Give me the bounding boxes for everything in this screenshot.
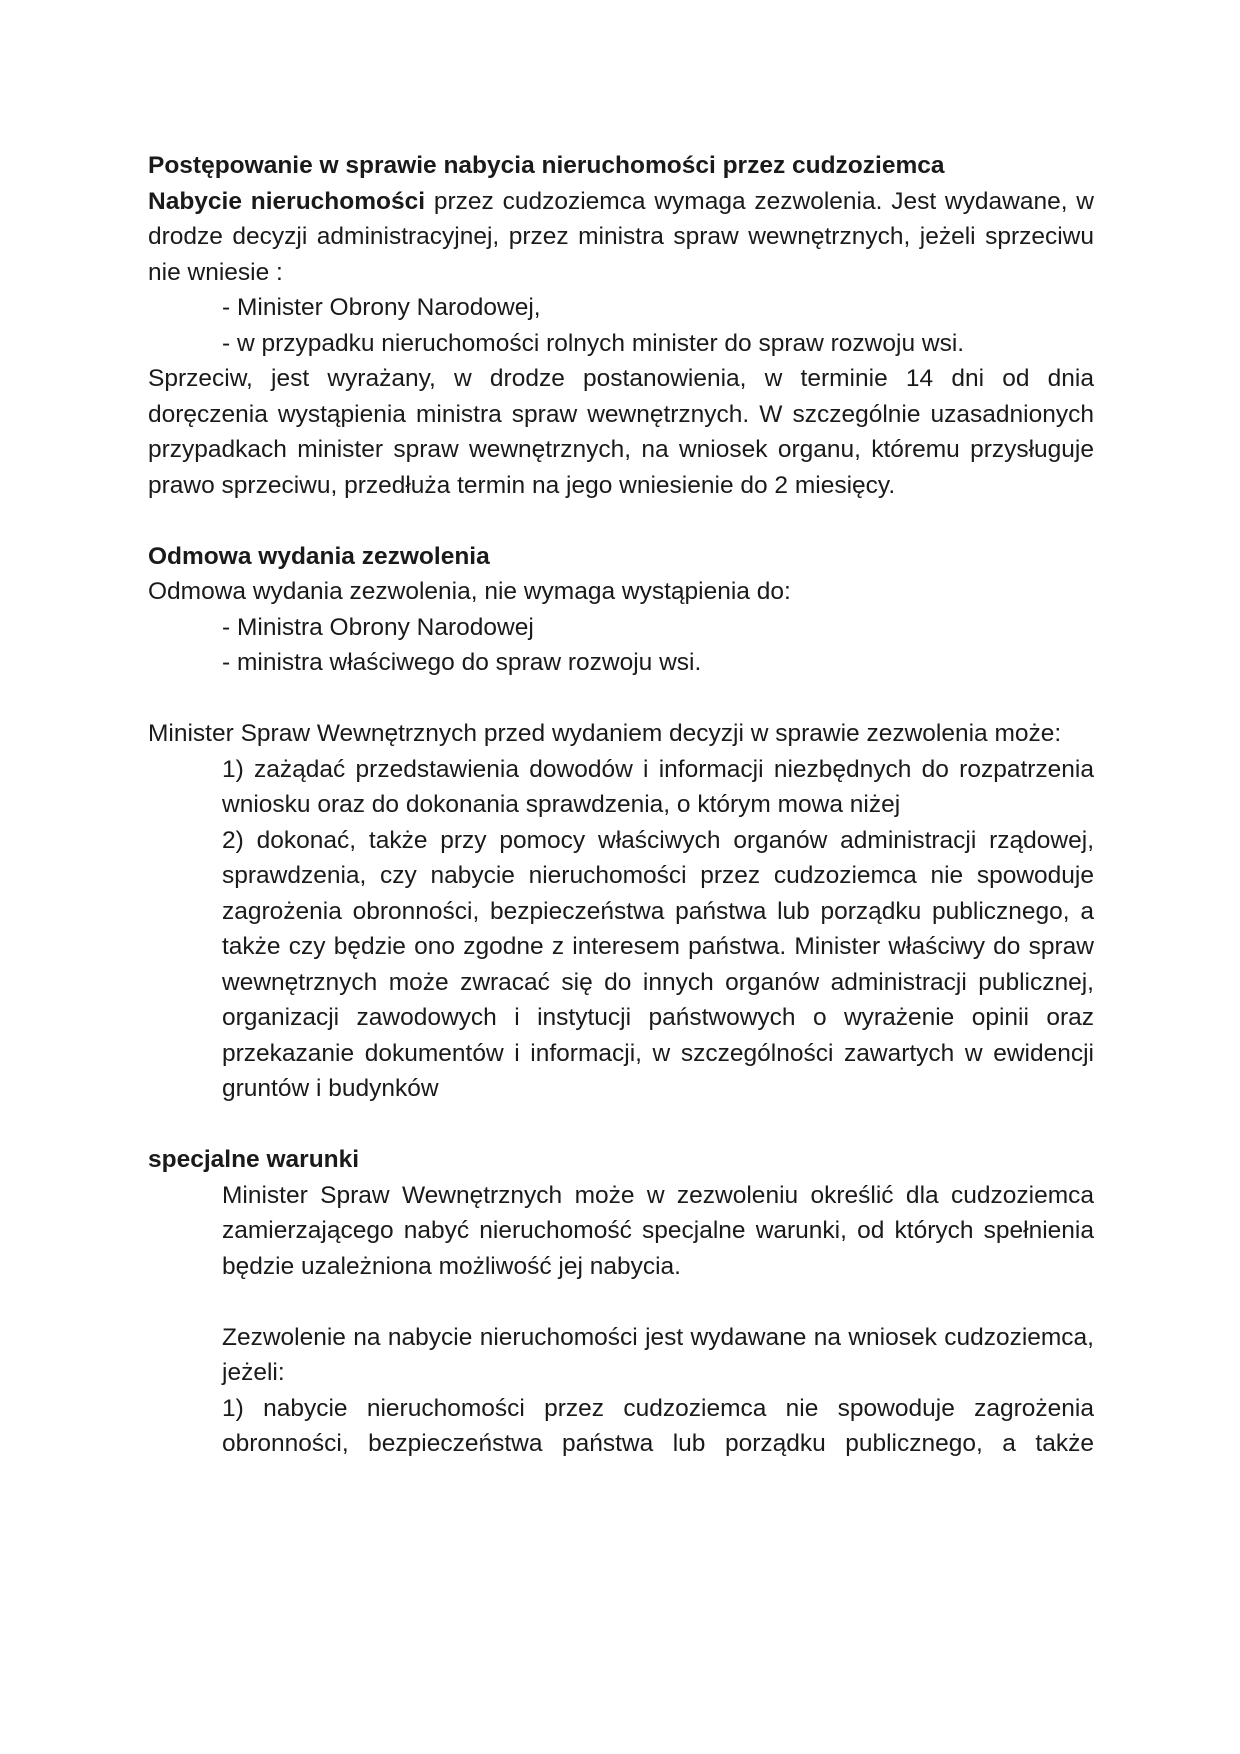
refusal-item-1: - Ministra Obrony Narodowej xyxy=(222,613,534,641)
permit-paragraph: Zezwolenie na nabycie nieruchomości jest wydawane na wniosek cudzoziemca, jeżeli: xyxy=(222,1323,1094,1386)
section-heading-special-conditions: specjalne warunki xyxy=(148,1146,360,1173)
section-heading-refusal: Odmowa wydania zezwolenia xyxy=(148,542,490,570)
refusal-intro: Odmowa wydania zezwolenia, nie wymaga wystąpienia do: xyxy=(148,578,791,605)
intro-paragraph xyxy=(148,184,1094,291)
spacer xyxy=(148,681,1094,717)
spacer xyxy=(148,1284,1094,1320)
minister-item-1: 1) zażądać przedstawienia dowodów i informacji niezbędnych do rozpatrzenia wniosku oraz do dokonania sprawdzenia, o którym mowa niżej xyxy=(222,755,1094,818)
objection-paragraph: Sprzeciw, jest wyrażany, w drodze postanowienia, w terminie 14 dni od dnia doręczenia wystąpienia ministra spraw wewnętrznych. W szczególnie uzasadnionych przypadkach minister spraw wewnętrznych, na wniosek organu, któremu przysługuje prawo sprzeciwu, przedłuża termin na jego wniesienie do 2 miesięcy. xyxy=(148,365,1094,499)
minister-item-2: 2) dokonać, także przy pomocy właściwych organów administracji rządowej, sprawdzenia, czy nabycie nieruchomości przez cudzoziemca nie spowoduje zagrożenia obronności, bezpieczeństwa państwa lub porządku publicznego, a także czy będzie ono zgodne z interesem państwa. Minister właściwy do spraw wewnętrznych może zwracać się do innych organów administracji publicznej, organizacji zawodowych i instytucji państwowych o wyrażenie opinii oraz przekazanie dokumentów i informacji, w szczególności zawartych w ewidencji gruntów i budynków xyxy=(222,826,1094,1102)
refusal-item-2: - ministra właściwego do spraw rozwoju wsi. xyxy=(222,649,702,676)
minister-intro: Minister Spraw Wewnętrznych przed wydaniem decyzji w sprawie zezwolenia może: xyxy=(148,720,1062,747)
intro-bold-term: Nabycie nieruchomości xyxy=(148,187,426,215)
intro-text: przez cudzoziemca wymaga zezwolenia. Jest wydawane, w drodze decyzji administracyjnej, przez ministra spraw wewnętrznych, jeżeli sprzeciwu nie wniesie : xyxy=(148,187,1094,286)
spacer xyxy=(148,1107,1094,1143)
objection-item-1: - Minister Obrony Narodowej, xyxy=(222,294,541,321)
objection-item-2: - w przypadku nieruchomości rolnych minister do spraw rozwoju wsi. xyxy=(222,329,965,357)
special-conditions-paragraph: Minister Spraw Wewnętrznych może w zezwoleniu określić dla cudzoziemca zamierzającego nabyć nieruchomość specjalne warunki, od których spełnienia będzie uzależniona możliwość jej nabycia. xyxy=(222,1181,1094,1280)
spacer xyxy=(148,503,1094,539)
section-heading-procedure: Postępowanie w sprawie nabycia nieruchomości przez cudzoziemca xyxy=(148,152,945,179)
permit-item-1: 1) nabycie nieruchomości przez cudzoziemca nie spowoduje zagrożenia obronności, bezpieczeństwa państwa lub porządku publicznego, a także xyxy=(222,1394,1094,1457)
